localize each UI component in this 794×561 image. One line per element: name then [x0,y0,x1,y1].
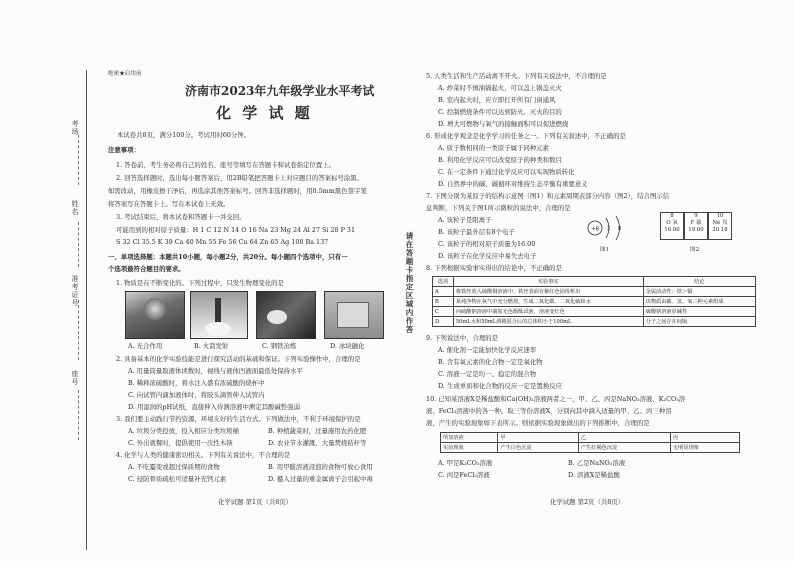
intro-line: 1. 答卷前，考生务必将自己的姓名、座号等填写在答题卡和试卷指定位置上。 [116,161,336,169]
q2-option-a: A. 用量筒量取液体读数时，视线与液体凹液面最低处保持水平 [128,367,303,375]
question-7-stem-cont: 息判断，下列关于图1所示微粒的说法中，合理的是 [426,204,571,212]
question-9-stem: 9. 下列说法中，合理的是 [426,334,499,342]
table-cell: 无明显现象 [671,443,740,453]
q5-option-c: C. 控制燃烧条件可以达到防火、灭火的目的 [438,108,562,116]
intro-line: 2. 回答选择题时，选出每小题答案后，用2B铅笔把答题卡上对应题目的答案标号涂黑。 [116,174,363,182]
section-heading: 一、单项选择题：本题共10小题，每小题2分，共20分。每小题四个选项中，只有一 [108,253,348,261]
table-cell: 所加溶液 [441,433,498,443]
nucleus-charge: +8 [590,226,600,233]
q9-option-a: A. 催化剂一定能加快化学反应速率 [438,346,537,354]
table-row [433,287,756,297]
table-cell: 实验现象 [441,443,498,453]
element-cell-oxygen: 8 O 氧 16.00 [660,212,684,240]
q6-option-c: C. 在一定条件下通过化学反应可以实现物质转化 [438,168,575,176]
footer-left: 化学试题 第1页（共8页） [218,498,293,506]
binding-field-name: 姓名 [71,200,79,216]
q3-option-a: A. 垃圾分类投放，投入相应分类垃圾桶 [128,427,239,435]
q9-option-b: B. 含有氧元素的化合物一定是氧化物 [438,358,543,366]
q6-option-d: D. 自然界中的碳、碳循环对维持生态平衡有重要意义 [438,180,588,188]
question-8-stem: 8. 下列根据实验事实得出的结论中，不正确的是 [426,264,562,272]
answer-area-notice: 请在答题卡指定区域内作答 [405,232,414,334]
q10-phenomena-table [440,432,740,453]
table-header-row [433,277,756,287]
element-cell-neon: 10 Ne 氖 20.18 [708,212,732,240]
q2-option-b: B. 稀释浓硫酸时，将水注入盛有浓硫酸的烧杯中 [128,379,265,387]
q4-option-a: A. 不吃霉变或超过保质期的食物 [128,463,220,471]
q7-option-d: D. 该粒子在化学反应中易失去电子 [438,252,537,260]
q7-option-a: A. 该粒子是阳离子 [438,216,492,224]
table-cell: A [433,287,454,297]
question-10-stem: 10. 已知某溶液X是稀盐酸和Ca(OH)₂溶液两者之一，甲、乙、丙是NaNO₃溶液、K₂CO₃溶 [426,395,686,403]
exam-title: 济南市2023年九年级学业水平考试 [185,84,375,98]
q10-option-d: D. 溶液X是稀盐酸 [568,471,620,479]
subject-title: 化 学 试 题 [216,104,313,122]
table-header: 结论 [643,277,755,287]
binding-blank [78,390,79,440]
table-cell: 分子之间存在间隔 [643,317,755,327]
q10-option-a: A. 甲是K₂CO₃溶液 [438,459,493,467]
table-cell: D [433,317,454,327]
q1-option-b: B. 火箭发射 [194,342,229,350]
secret-label: 绝密★启用前 [108,71,142,77]
q8-experiment-table [432,276,756,327]
table-cell: 乙 [578,433,670,443]
section-heading: 个选项最符合题目的要求。 [108,265,185,273]
ice-melting-photo [324,291,384,339]
atomic-mass-line: S 32 Cl 35.5 K 39 Ca 40 Mn 55 Fe 56 Cu 64 Zn 65 Ag 108 Ba 137 [116,238,329,246]
question-10-stem-cont: 液、FeCl₃溶液中的各一种。取三等份溶液X，分别向其中滴入适量的甲、乙、丙三种溶 [426,407,672,415]
table-row [441,443,740,453]
question-2-stem: 2. 具备基本的化学实验技能是进行探究活动的基础和保证。下列实验操作中，合理的是 [116,355,361,363]
table-row [433,317,756,327]
q3-option-d: D. 农业节水灌溉，大量焚烧秸秆等 [268,439,367,447]
q5-option-d: D. 增大可燃物与氧气的接触面积可以促进燃烧 [438,120,569,128]
atomic-mass-line: 可能用到的相对原子质量：H 1 C 12 N 14 O 16 Na 23 Mg 24 Al 27 Si 28 P 31 [116,226,356,234]
table-cell: 产生红褐色沉淀 [578,443,670,453]
table-cell: 产生白色沉淀 [498,443,579,453]
table-header: 选项 [433,277,454,287]
binding-field-kaochang: 考场 [71,120,79,136]
table-row [433,297,756,307]
q10-option-b: B. 乙是NaNO₃溶液 [568,459,626,467]
q4-option-d: D. 摄入过量的重金属离子会引起中毒 [268,475,373,483]
q9-option-d: D. 生成单质和化合物的反应一定是置换反应 [438,382,562,390]
binding-blank [78,135,79,185]
table-cell: 某纯净物在氧气中充分燃烧，生成二氧化碳、二氧化硫和水 [453,297,643,307]
table-cell: 丙 [671,433,740,443]
q7-option-b: B. 该粒子最外层有8个电子 [438,228,515,236]
intro-line: 本试卷共8页，满分100分。考试用时60分钟。 [117,131,251,139]
intro-line: 3. 考试结束后，将本试卷和答题卡一并交回。 [116,213,246,221]
question-10-stem-cont: 液，产生的实验现象如下表所示。则依据实验现象做出的下列推断中，合理的是 [426,419,650,427]
table-cell: 将铁丝放入硫酸铜溶液中，铁丝表面有紫红色固体析出 [453,287,643,297]
table-cell: 甲 [498,433,579,443]
table-row [433,307,756,317]
table-cell: B [433,297,454,307]
svg-text:8: 8 [618,226,622,232]
table-cell: 向硫酸钠溶液中滴加无色酚酞试液，溶液变红色 [453,307,643,317]
table-cell: C [433,307,454,317]
table-cell: 50mL水和50mL酒精混合后的总体积小于100mL [453,317,643,327]
photosynthesis-photo [125,291,185,339]
table-cell: 该物质由碳、氢、氧三种元素组成 [643,297,755,307]
binding-field-seat: 座号 [71,370,79,386]
rocket-launch-photo [190,291,248,339]
q5-option-b: B. 室内起火时，应立即打开所有门窗通风 [438,96,556,104]
question-5-stem: 5. 人类生活和生产活动离不开火。下列有关说法中，不合理的是 [426,72,607,80]
table-header-row [441,433,740,443]
q3-option-b: B. 种植蔬菜时，过量施用农药化肥 [268,427,367,435]
question-3-stem: 3. 我们要主动践行节约资源、环境友好的生活方式。下列做法中，不利于环境保护的是 [116,415,361,423]
intro-line: 如需改动，用橡皮擦干净后，再选涂其他答案标号。回答非选择题时，用0.5mm黑色签字笔 [108,187,367,195]
q2-option-c: C. 向试管内滴加液体时，将胶头滴管伸入试管内 [128,391,265,399]
q3-option-c: C. 外出就餐时，提倡使用一次性木筷 [128,439,233,447]
question-4-stem: 4. 化学与人类的健康密切相关。下列有关说法中，不合理的是 [116,451,291,459]
binding-blank [78,222,79,267]
question-1-stem: 1. 物质是在不断变化的。下列过程中，只发生物理变化的是 [116,279,284,287]
table-cell: 硫酸钠溶液显碱性 [643,307,755,317]
q10-option-c: C. 丙是FeCl₃溶液 [438,471,490,479]
notice-heading: 注意事项： [108,146,140,154]
q6-option-b: B. 利用化学反应可以改变原子的种类和数目 [438,156,562,164]
q4-option-b: B. 用甲醛溶液浸泡的食物可放心食用 [268,463,373,471]
q4-option-c: C. 侵防骨质疏松可适量补充钙元素 [128,475,227,483]
q9-option-c: C. 溶液一定是均一、稳定的混合物 [438,370,537,378]
q5-option-a: A. 炒菜时不慎油锅起火，可以盖上锅盖灭火 [438,84,562,92]
atom-structure-diagram [586,212,636,248]
footer-right: 化学试题 第2页（共8页） [550,498,625,506]
table-cell: 金属活动性：铁＞铜 [643,287,755,297]
binding-blank [78,300,79,360]
q6-option-a: A. 质子数相同的一类原子属于同种元素 [438,144,549,152]
question-7-stem: 7. 下图分别为某原子的结构示意图（图1）和元素周期表部分内容（图2），结合图示信 [426,192,670,200]
q1-option-d: D. 冰块融化 [330,342,365,350]
intro-line: 将答案写在答题卡上。写在本试卷上无效。 [108,200,230,208]
figure-2-label: 图2 [690,247,700,253]
figure-1-label: 图1 [600,247,610,253]
element-cell-fluorine: 9 F 氟 19.00 [684,212,708,240]
q7-option-c: C. 该粒子的相对原子质量为16.00 [438,240,536,248]
steel-smelting-photo [256,291,316,339]
q1-option-a: A. 光合作用 [128,342,163,350]
q1-option-c: C. 钢铁冶炼 [262,342,297,350]
binding-field-ticket: 准考证号 [71,275,79,307]
question-6-stem: 6. 形成化学观念是化学学习的任务之一。下列有关叙述中，不正确的是 [426,132,626,140]
binding-line [86,70,87,550]
table-header: 实验事实 [453,277,643,287]
svg-text:2: 2 [607,226,611,232]
q2-option-d: D. 用湿润的pH试纸，直接伸入待测溶液中测定其酸碱性强弱 [128,403,300,411]
